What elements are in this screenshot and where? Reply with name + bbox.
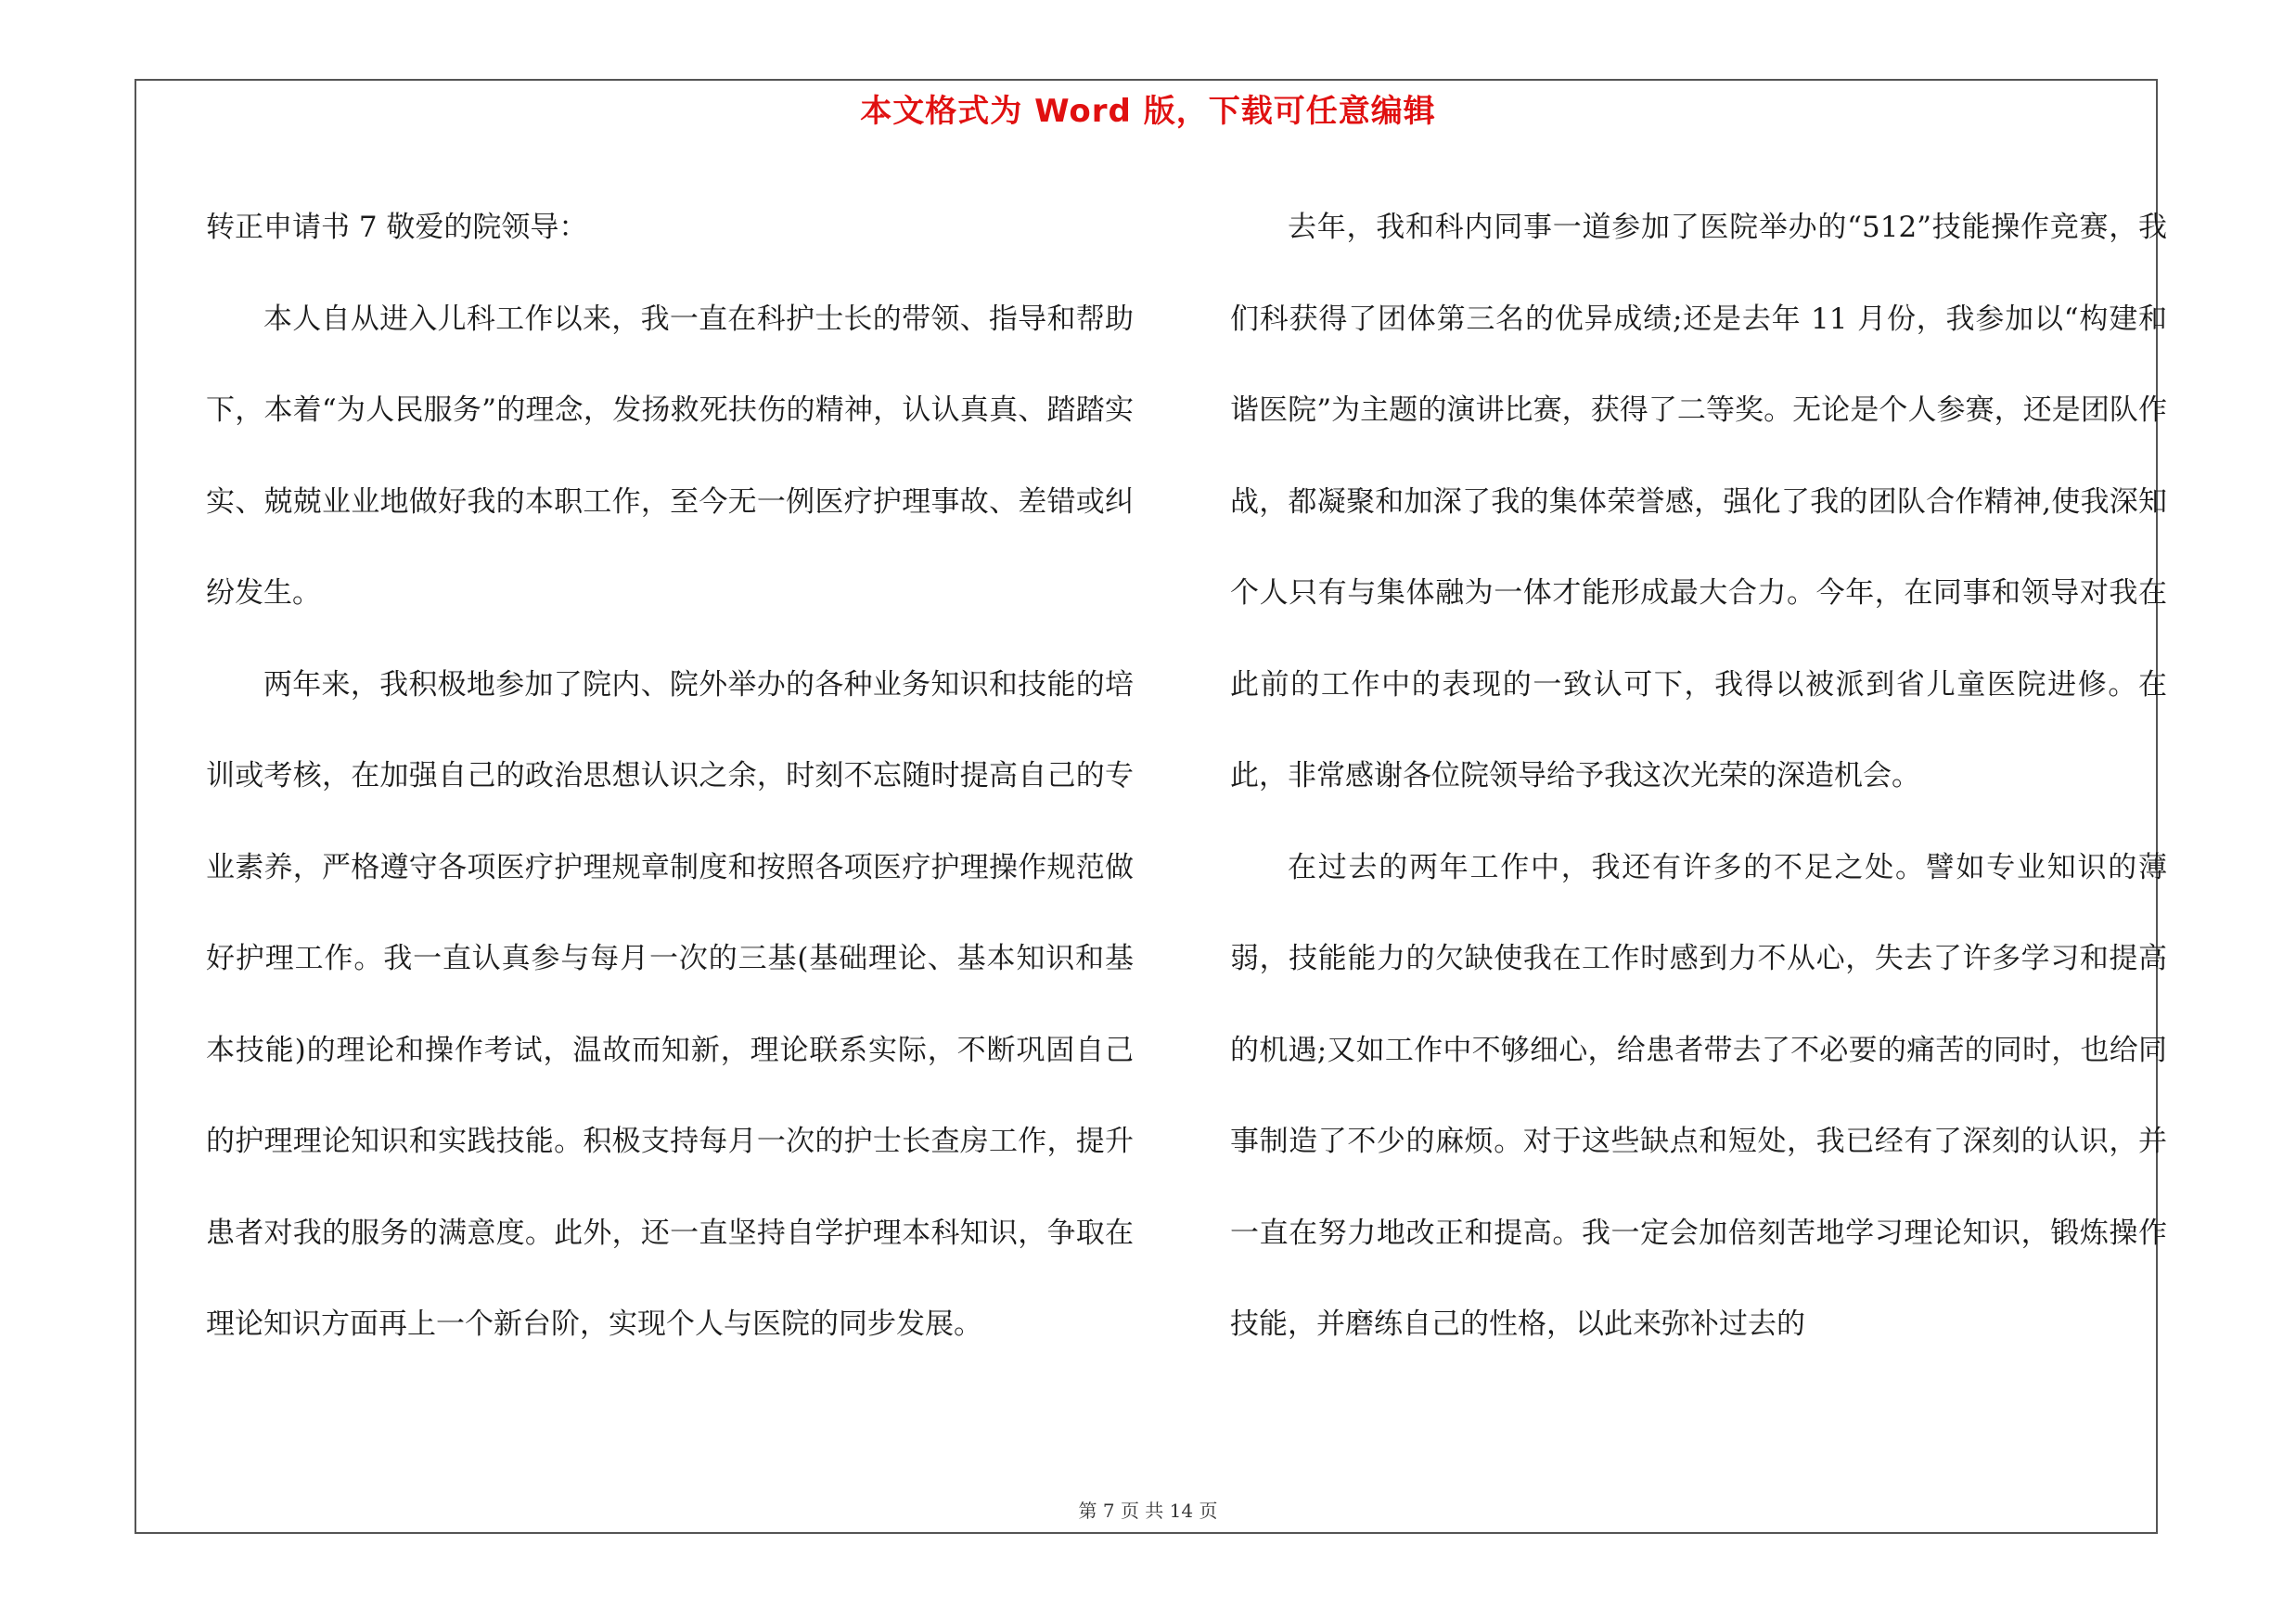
- paragraph: 本人自从进入儿科工作以来，我一直在科护士长的带领、指导和帮助下，本着“为人民服务”的理念，发扬救死扶伤的精神，认认真真、踏踏实实、兢兢业业地做好我的本职工作，至今无一例医疗护理事故、差错或纠纷发生。: [206, 302, 1134, 610]
- paragraph: 去年，我和科内同事一道参加了医院举办的“512”技能操作竞赛，我们科获得了团体第三名的优异成绩;还是去年 11 月份，我参加以“构建和谐医院”为主题的演讲比赛，获得了二等奖。无论是个人参赛，还是团队作战，都凝聚和加深了我的集体荣誉感，强化了我的团队合作精神,使我深知个人只有与集体融为一体才能形成最大合力。今年，在同事和领导对我在此前的工作中的表现的一致认可下，我得以被派到省儿童医院进修。在此，非常感谢各位院领导给予我这次光荣的深造机会。: [1230, 211, 2167, 792]
- paragraph: 两年来，我积极地参加了院内、院外举办的各种业务知识和技能的培训或考核，在加强自己的政治思想认识之余，时刻不忘随时提高自己的专业素养，严格遵守各项医疗护理规章制度和按照各项医疗护理操作规范做好护理工作。我一直认真参与每月一次的三基(基础理论、基本知识和基本技能)的理论和操作考试，温故而知新，理论联系实际，不断巩固自己的护理理论知识和实践技能。积极支持每月一次的护士长查房工作，提升患者对我的服务的满意度。此外，还一直坚持自学护理本科知识，争取在理论知识方面再上一个新台阶，实现个人与医院的同步发展。: [206, 667, 1134, 1341]
- page-number-footer: 第 7 页 共 14 页: [1078, 1500, 1218, 1522]
- paragraph: 在过去的两年工作中，我还有许多的不足之处。譬如专业知识的薄弱，技能能力的欠缺使我在工作时感到力不从心，失去了许多学习和提高的机遇;又如工作中不够细心，给患者带去了不必要的痛苦的同时，也给同事制造了不少的麻烦。对于这些缺点和短处，我已经有了深刻的认识，并一直在努力地改正和提高。我一定会加倍刻苦地学习理论知识，锻炼操作技能，并磨练自己的性格，以此来弥补过去的: [1230, 850, 2167, 1341]
- right-column: [1230, 182, 2167, 1371]
- left-column: [206, 182, 1134, 1371]
- format-notice-banner: 本文格式为 Word 版，下载可任意编辑: [860, 93, 1436, 130]
- letter-heading: 转正申请书 7 敬爱的院领导：: [206, 211, 588, 244]
